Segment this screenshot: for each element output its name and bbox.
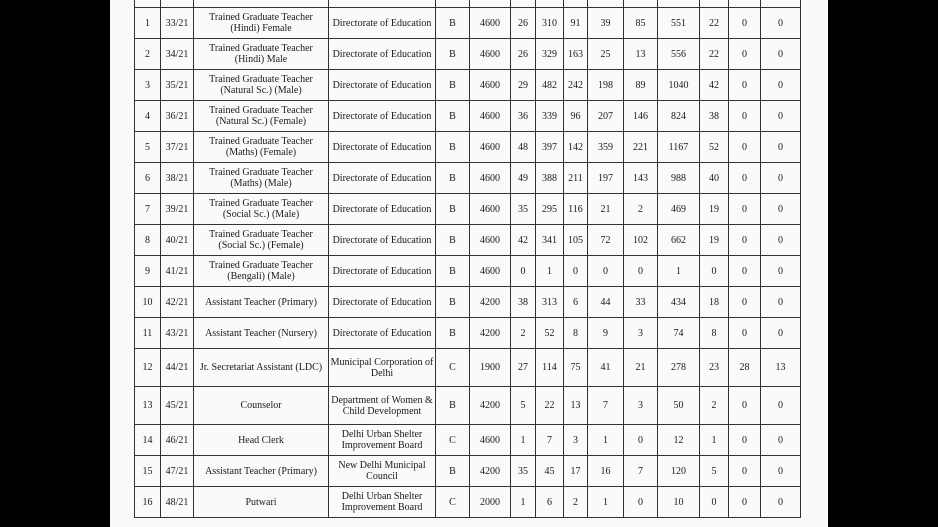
table-cell: 5: [700, 456, 729, 487]
table-cell: 0: [624, 256, 658, 287]
table-cell: 36: [511, 101, 536, 132]
table-cell: 0: [729, 425, 761, 456]
table-cell: 1: [135, 8, 161, 39]
table-cell: 13: [761, 349, 801, 387]
table-cell: [564, 0, 588, 8]
table-cell: B: [436, 8, 470, 39]
table-cell: 19: [700, 194, 729, 225]
table-cell: B: [436, 101, 470, 132]
table-cell: 33: [624, 287, 658, 318]
table-cell: 198: [588, 70, 624, 101]
table-cell: Assistant Teacher (Nursery): [194, 318, 329, 349]
table-cell: 43/21: [161, 318, 194, 349]
table-cell: 36/21: [161, 101, 194, 132]
table-cell: 18: [700, 287, 729, 318]
table-cell: Assistant Teacher (Primary): [194, 287, 329, 318]
table-cell: 211: [564, 163, 588, 194]
table-cell: 142: [564, 132, 588, 163]
table-cell: 116: [564, 194, 588, 225]
table-cell: 22: [700, 39, 729, 70]
table-row: [135, 101, 801, 132]
table-cell: [436, 0, 470, 8]
table-cell: 10: [135, 287, 161, 318]
table-cell: 50: [658, 387, 700, 425]
table-row: [135, 425, 801, 456]
table-cell: [588, 0, 624, 8]
table-cell: 0: [761, 425, 801, 456]
table-cell: 41: [588, 349, 624, 387]
table-cell: 4600: [470, 163, 511, 194]
table-cell: 89: [624, 70, 658, 101]
table-cell: C: [436, 349, 470, 387]
table-cell: 6: [135, 163, 161, 194]
table-cell: 12: [135, 349, 161, 387]
table-cell: [194, 0, 329, 8]
table-cell: B: [436, 70, 470, 101]
table-cell: C: [436, 425, 470, 456]
table-cell: 3: [624, 387, 658, 425]
table-cell: B: [436, 194, 470, 225]
table-cell: 388: [536, 163, 564, 194]
table-cell: B: [436, 456, 470, 487]
table-row: [135, 349, 801, 387]
table-cell: [729, 0, 761, 8]
table-cell: 12: [658, 425, 700, 456]
table-cell: 0: [761, 101, 801, 132]
table-cell: 1900: [470, 349, 511, 387]
table-cell: 6: [536, 487, 564, 518]
table-cell: B: [436, 287, 470, 318]
table-cell: 2: [624, 194, 658, 225]
table-cell: 7: [135, 194, 161, 225]
table-cell: 339: [536, 101, 564, 132]
table-cell: Trained Graduate Teacher (Social Sc.) (Male): [194, 194, 329, 225]
table-cell: 0: [729, 101, 761, 132]
table-cell: 105: [564, 225, 588, 256]
table-cell: B: [436, 256, 470, 287]
table-cell: 1040: [658, 70, 700, 101]
table-cell: 25: [588, 39, 624, 70]
table-cell: [700, 0, 729, 8]
table-cell: 482: [536, 70, 564, 101]
table-cell: 1: [588, 425, 624, 456]
table-cell: 988: [658, 163, 700, 194]
vacancy-table: [134, 0, 801, 518]
table-cell: Delhi Urban Shelter Improvement Board: [329, 425, 436, 456]
table-row: [135, 318, 801, 349]
table-cell: 47/21: [161, 456, 194, 487]
table-cell: 8: [135, 225, 161, 256]
table-cell: 0: [729, 39, 761, 70]
table-cell: 72: [588, 225, 624, 256]
table-cell: 13: [624, 39, 658, 70]
table-cell: 3: [564, 425, 588, 456]
table-cell: 19: [700, 225, 729, 256]
table-cell: 7: [536, 425, 564, 456]
table-cell: B: [436, 225, 470, 256]
table-cell: 13: [564, 387, 588, 425]
table-cell: 3: [624, 318, 658, 349]
table-cell: 2: [135, 39, 161, 70]
table-cell: 0: [729, 8, 761, 39]
table-cell: Trained Graduate Teacher (Hindi) Female: [194, 8, 329, 39]
table-cell: 0: [761, 387, 801, 425]
table-cell: 1167: [658, 132, 700, 163]
table-cell: Directorate of Education: [329, 101, 436, 132]
table-cell: Counselor: [194, 387, 329, 425]
table-cell: 434: [658, 287, 700, 318]
table-cell: Head Clerk: [194, 425, 329, 456]
table-cell: C: [436, 487, 470, 518]
table-cell: 4200: [470, 387, 511, 425]
table-cell: 4600: [470, 8, 511, 39]
table-cell: 1: [536, 256, 564, 287]
table-cell: 40: [700, 163, 729, 194]
table-cell: 221: [624, 132, 658, 163]
table-cell: Directorate of Education: [329, 287, 436, 318]
table-cell: 8: [700, 318, 729, 349]
table-cell: 0: [761, 287, 801, 318]
table-cell: 551: [658, 8, 700, 39]
table-row: [135, 194, 801, 225]
table-cell: 52: [700, 132, 729, 163]
table-cell: 0: [624, 487, 658, 518]
table-cell: 38: [700, 101, 729, 132]
table-cell: 341: [536, 225, 564, 256]
table-cell: 6: [564, 287, 588, 318]
table-cell: 41/21: [161, 256, 194, 287]
table-cell: B: [436, 132, 470, 163]
table-cell: 21: [588, 194, 624, 225]
table-cell: [761, 0, 801, 8]
table-cell: 0: [761, 39, 801, 70]
table-cell: 14: [135, 425, 161, 456]
table-cell: Trained Graduate Teacher (Natural Sc.) (Female): [194, 101, 329, 132]
table-cell: 1: [588, 487, 624, 518]
table-row: [135, 487, 801, 518]
table-cell: 16: [135, 487, 161, 518]
table-cell: Delhi Urban Shelter Improvement Board: [329, 487, 436, 518]
table-row: [135, 456, 801, 487]
table-cell: 10: [658, 487, 700, 518]
table-cell: 85: [624, 8, 658, 39]
table-cell: Putwari: [194, 487, 329, 518]
table-cell: 114: [536, 349, 564, 387]
table-cell: 74: [658, 318, 700, 349]
table-cell: 7: [624, 456, 658, 487]
table-cell: 44: [588, 287, 624, 318]
table-cell: 52: [536, 318, 564, 349]
table-cell: 4600: [470, 70, 511, 101]
table-cell: 37/21: [161, 132, 194, 163]
table-cell: 26: [511, 8, 536, 39]
table-cell: 9: [588, 318, 624, 349]
table-cell: 310: [536, 8, 564, 39]
table-cell: Directorate of Education: [329, 256, 436, 287]
table-cell: 4200: [470, 456, 511, 487]
table-cell: 48/21: [161, 487, 194, 518]
table-cell: Trained Graduate Teacher (Social Sc.) (Female): [194, 225, 329, 256]
table-cell: 21: [624, 349, 658, 387]
table-cell: 1: [511, 425, 536, 456]
table-cell: 3: [135, 70, 161, 101]
table-row: [135, 225, 801, 256]
table-cell: 0: [729, 225, 761, 256]
table-cell: Jr. Secretariat Assistant (LDC): [194, 349, 329, 387]
table-cell: [536, 0, 564, 8]
table-cell: 26: [511, 39, 536, 70]
table-cell: 48: [511, 132, 536, 163]
table-cell: 11: [135, 318, 161, 349]
table-cell: 242: [564, 70, 588, 101]
table-cell: 197: [588, 163, 624, 194]
table-cell: 4600: [470, 101, 511, 132]
table-cell: Department of Women & Child Development: [329, 387, 436, 425]
table-cell: 0: [729, 287, 761, 318]
table-cell: 33/21: [161, 8, 194, 39]
table-cell: Directorate of Education: [329, 163, 436, 194]
table-cell: 1: [658, 256, 700, 287]
table-cell: 1: [511, 487, 536, 518]
table-cell: 0: [588, 256, 624, 287]
document-page: [110, 0, 828, 527]
table-cell: 2000: [470, 487, 511, 518]
table-cell: 39: [588, 8, 624, 39]
table-cell: 824: [658, 101, 700, 132]
table-cell: 0: [700, 487, 729, 518]
table-cell: Trained Graduate Teacher (Maths) (Female): [194, 132, 329, 163]
table-cell: 0: [729, 487, 761, 518]
table-cell: 16: [588, 456, 624, 487]
table-cell: 45/21: [161, 387, 194, 425]
table-cell: 662: [658, 225, 700, 256]
table-cell: 120: [658, 456, 700, 487]
table-cell: 0: [729, 132, 761, 163]
table-cell: 38/21: [161, 163, 194, 194]
table-cell: Directorate of Education: [329, 39, 436, 70]
table-cell: 4: [135, 101, 161, 132]
table-cell: Assistant Teacher (Primary): [194, 456, 329, 487]
table-cell: 4600: [470, 194, 511, 225]
table-cell: 5: [511, 387, 536, 425]
table-cell: 75: [564, 349, 588, 387]
table-cell: 2: [511, 318, 536, 349]
table-cell: 42: [700, 70, 729, 101]
table-cell: [511, 0, 536, 8]
table-cell: 27: [511, 349, 536, 387]
table-cell: B: [436, 387, 470, 425]
table-cell: 0: [761, 194, 801, 225]
table-cell: 49: [511, 163, 536, 194]
table-cell: 1: [700, 425, 729, 456]
table-row: [135, 39, 801, 70]
table-cell: 45: [536, 456, 564, 487]
table-cell: 329: [536, 39, 564, 70]
table-cell: 143: [624, 163, 658, 194]
table-cell: 163: [564, 39, 588, 70]
table-cell: 0: [729, 387, 761, 425]
table-cell: Directorate of Education: [329, 70, 436, 101]
table-cell: 0: [729, 456, 761, 487]
table-cell: 0: [761, 132, 801, 163]
table-row: [135, 8, 801, 39]
table-row: [135, 287, 801, 318]
table-cell: 39/21: [161, 194, 194, 225]
table-cell: Trained Graduate Teacher (Bengali) (Male): [194, 256, 329, 287]
table-cell: 0: [729, 163, 761, 194]
table-cell: 0: [761, 256, 801, 287]
table-cell: 40/21: [161, 225, 194, 256]
table-row: [135, 132, 801, 163]
table-cell: 4600: [470, 225, 511, 256]
table-cell: 0: [511, 256, 536, 287]
table-cell: 0: [761, 456, 801, 487]
table-cell: 0: [761, 163, 801, 194]
table-cell: 96: [564, 101, 588, 132]
table-cell: 0: [729, 70, 761, 101]
table-cell: [658, 0, 700, 8]
table-cell: 5: [135, 132, 161, 163]
table-cell: B: [436, 163, 470, 194]
table-cell: 35: [511, 194, 536, 225]
table-cell: B: [436, 39, 470, 70]
table-cell: 146: [624, 101, 658, 132]
table-cell: 4600: [470, 256, 511, 287]
table-cell: Trained Graduate Teacher (Natural Sc.) (Male): [194, 70, 329, 101]
header-row-stub: [135, 0, 801, 8]
table-cell: Directorate of Education: [329, 225, 436, 256]
table-cell: 22: [536, 387, 564, 425]
table-cell: [329, 0, 436, 8]
table-cell: 13: [135, 387, 161, 425]
table-row: [135, 70, 801, 101]
table-cell: Trained Graduate Teacher (Hindi) Male: [194, 39, 329, 70]
table-cell: 4600: [470, 132, 511, 163]
table-cell: New Delhi Municipal Council: [329, 456, 436, 487]
table-cell: 23: [700, 349, 729, 387]
table-cell: 4200: [470, 287, 511, 318]
table-cell: 7: [588, 387, 624, 425]
table-cell: 28: [729, 349, 761, 387]
table-cell: Directorate of Education: [329, 318, 436, 349]
table-cell: 42: [511, 225, 536, 256]
table-cell: [470, 0, 511, 8]
table-row: [135, 387, 801, 425]
table-cell: 0: [700, 256, 729, 287]
table-cell: 0: [624, 425, 658, 456]
table-cell: 313: [536, 287, 564, 318]
table-cell: Trained Graduate Teacher (Maths) (Male): [194, 163, 329, 194]
table-cell: 556: [658, 39, 700, 70]
table-cell: 0: [564, 256, 588, 287]
table-cell: 34/21: [161, 39, 194, 70]
table-cell: Municipal Corporation of Delhi: [329, 349, 436, 387]
table-cell: 397: [536, 132, 564, 163]
table-cell: B: [436, 318, 470, 349]
table-cell: 469: [658, 194, 700, 225]
table-cell: 35: [511, 456, 536, 487]
table-cell: Directorate of Education: [329, 132, 436, 163]
table-cell: 0: [761, 318, 801, 349]
table-cell: 0: [761, 8, 801, 39]
table-cell: 0: [729, 256, 761, 287]
table-cell: 2: [700, 387, 729, 425]
table-cell: 15: [135, 456, 161, 487]
table-cell: 0: [761, 225, 801, 256]
table-cell: 17: [564, 456, 588, 487]
table-cell: 0: [761, 487, 801, 518]
table-row: [135, 256, 801, 287]
table-cell: 29: [511, 70, 536, 101]
table-cell: 42/21: [161, 287, 194, 318]
table-cell: 102: [624, 225, 658, 256]
table-cell: [161, 0, 194, 8]
table-cell: [624, 0, 658, 8]
table-cell: 46/21: [161, 425, 194, 456]
table-cell: 207: [588, 101, 624, 132]
table-cell: 2: [564, 487, 588, 518]
table-cell: 4600: [470, 425, 511, 456]
table-cell: 0: [729, 194, 761, 225]
table-cell: 8: [564, 318, 588, 349]
table-cell: 0: [729, 318, 761, 349]
table-cell: 91: [564, 8, 588, 39]
table-cell: 4200: [470, 318, 511, 349]
table-cell: 359: [588, 132, 624, 163]
table-cell: 4600: [470, 39, 511, 70]
table-cell: [135, 0, 161, 8]
table-cell: 278: [658, 349, 700, 387]
table-cell: 22: [700, 8, 729, 39]
table-cell: Directorate of Education: [329, 8, 436, 39]
table-cell: 38: [511, 287, 536, 318]
table-cell: 35/21: [161, 70, 194, 101]
table-cell: 295: [536, 194, 564, 225]
table-cell: 44/21: [161, 349, 194, 387]
table-row: [135, 163, 801, 194]
table-cell: 0: [761, 70, 801, 101]
table-cell: 9: [135, 256, 161, 287]
table-cell: Directorate of Education: [329, 194, 436, 225]
